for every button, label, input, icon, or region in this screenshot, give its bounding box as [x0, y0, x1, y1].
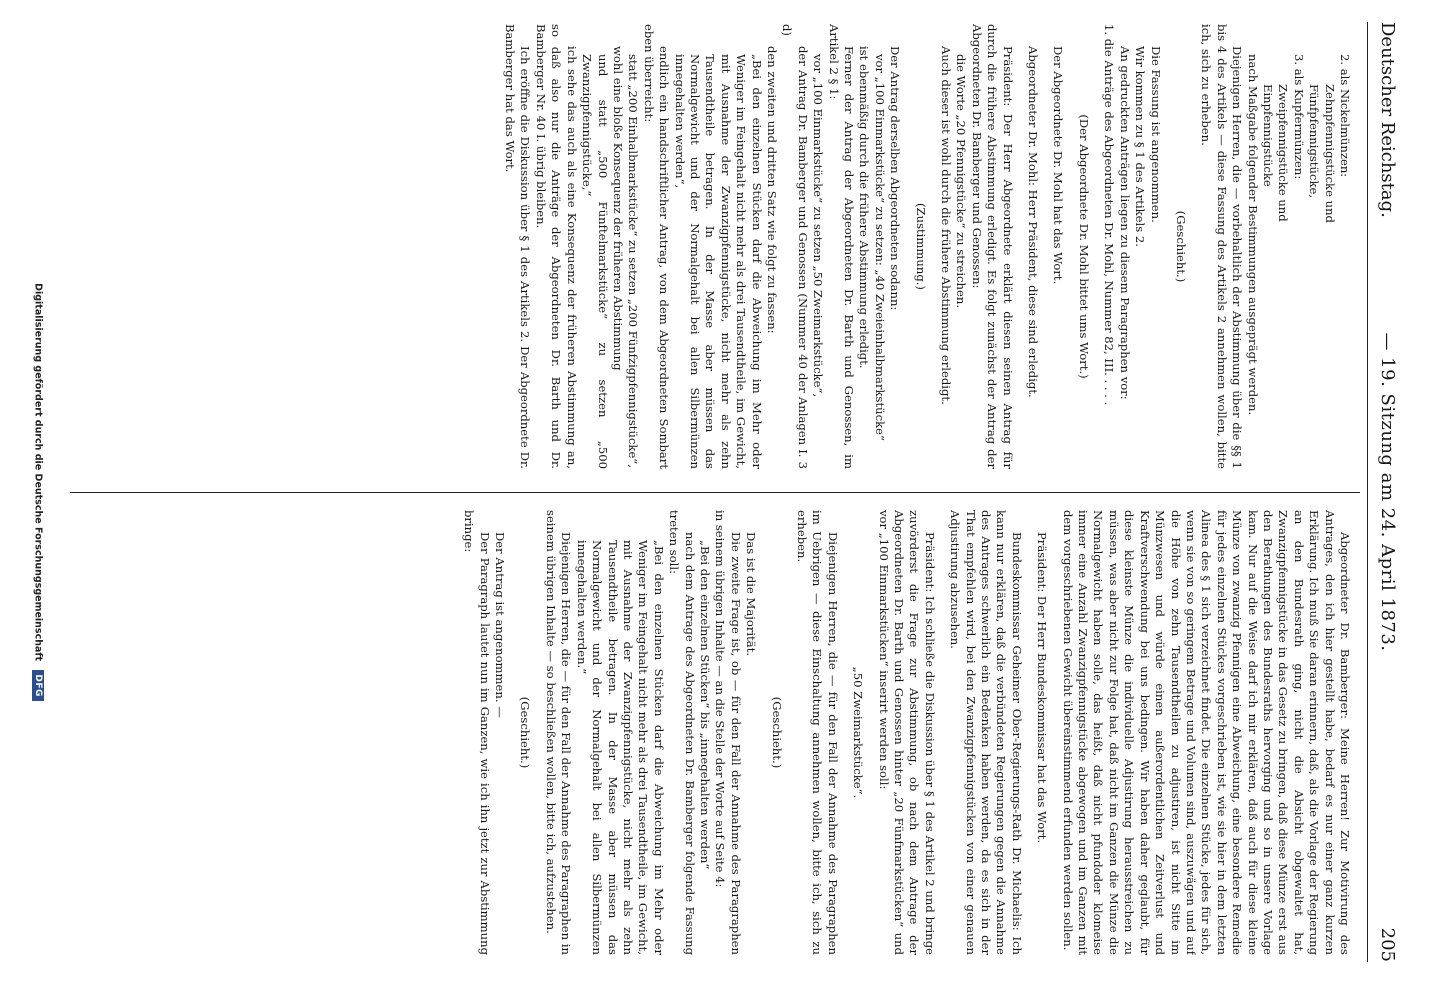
- right-column-paragraph: nach dem Antrage des Abgeordneten Dr. Bamberger folgende Fassung treten soll:: [667, 510, 697, 955]
- left-column-paragraph: Der Antrag derselben Abgeordneten sodann:: [888, 46, 903, 311]
- left-column-paragraph: wohl eine bloße Konsequenz der früheren Abstimmung: [610, 46, 625, 371]
- header-session-date: — 19. Sitzung am 24. April 1873.: [1377, 332, 1398, 652]
- right-column: [62, 510, 1352, 955]
- left-column-paragraph: 2. als Nickelmünzen:: [1338, 54, 1352, 178]
- right-column-paragraph: „Bei den einzelnen Stücken darf die Abweichung im Mehr oder Weniger im Feingehalt nicht mehr als drei Tausendtheile, im Gewicht, mit Ausnahme der Zwanzigpfennigstücke, nicht mehr als zehn Tausendtheile betragen. In der Masse aber müssen das Normalgewicht und der Normalgehalt bei allen Silbermünzen innegehalten werden.“: [574, 540, 666, 955]
- left-column-paragraph: (Zustimmung.): [913, 203, 928, 290]
- left-column-paragraph: und statt „500 Fünftelmarkstücke“ zu setzen „500 Zwanzigpfennigstücke,“: [580, 54, 610, 469]
- left-column-paragraph: ist ebenmäßig durch die frühere Abstimmung erledigt.: [857, 46, 872, 369]
- right-column-paragraph: (Geschieht.): [769, 696, 784, 769]
- column-divider: [70, 492, 1360, 493]
- left-column-paragraph: vor „100 Einmarkstücke“ zu setzen „50 Zweimarkstücke“,: [811, 54, 826, 398]
- left-column-paragraph: der Antrag Dr. Bamberger und Genossen (Nummer 40 der Anlagen I. 3 d): [780, 24, 810, 469]
- page-content: [64, 22, 1404, 962]
- left-column-paragraph: (Geschieht.): [1173, 210, 1188, 283]
- right-column-paragraph: Diejenigen Herren, die — für den Fall der Annahme des Paragraphen in seinem übrigen Inhalte — so beschließen wollen, bitte ich, aufzustehen.: [543, 510, 574, 955]
- left-column-paragraph: Zweipfennigstücke und: [1276, 84, 1291, 222]
- right-column-paragraph: Der Antrag ist angenommen. —: [493, 532, 508, 718]
- left-column: [62, 24, 1352, 469]
- left-column-paragraph: Fünfpfennigstücke,: [1307, 84, 1322, 199]
- left-column-paragraph: Einpfennigstücke: [1260, 84, 1275, 187]
- left-column-paragraph: ich sehe das auch als eine Konsequenz der früheren Abstimmung an, so daß also nur die Anträge der Abgeordneten Dr. Barth und Dr. Bamberger Nr. 40 I. übrig bleiben.: [533, 24, 579, 469]
- digitization-credit: [32, 22, 44, 962]
- page-header: [1368, 22, 1404, 962]
- left-column-paragraph: Ich eröffne die Diskussion über § 1 des Artikels 2. Der Abgeordnete Dr. Bamberger hat das Wort.: [503, 24, 533, 469]
- left-column-paragraph: statt „200 Einhalbmarkstücke“ zu setzen „200 Fünfzigpfennigstücke“,: [626, 54, 641, 468]
- page-number: 205: [1377, 927, 1398, 962]
- left-column-paragraph: Diejenigen Herren, die — vorbehaltlich der Abstimmung über die §§ 1 bis 4 des Artikels — diese Fassung des Artikels 2 annehmen wollen, bitte ich, sich zu erheben.: [1199, 24, 1245, 469]
- right-column-paragraph: Diejenigen Herren, die — für den Fall der Annahme des Paragraphen im Uebrigen — diese Einschaltung annehmen wollen, bitte ich, sich zu erheben.: [795, 510, 840, 955]
- left-column-paragraph: Die Fassung ist angenommen.: [1148, 46, 1163, 223]
- left-column-paragraph: 1. die Anträge des Abgeordneten Dr. Mohl, Nummer 82, III. . . . .: [1102, 24, 1117, 406]
- right-column-paragraph: „50 Zweimarkstücke“.: [851, 666, 866, 799]
- right-column-paragraph: (Geschieht.): [518, 696, 533, 769]
- left-column-paragraph: nach Maßgabe folgender Bestimmungen ausgeprägt werden.: [1245, 54, 1260, 416]
- right-column-paragraph: Der Paragraph lautet nun im Ganzen, wie ich ihn jetzt zur Abstimmung bringe:: [462, 510, 492, 955]
- right-column-paragraph: Die zweite Frage ist, ob — für den Fall der Annahme des Paragraphen in seinem übrigen Inhalte — an die Stelle der Worte auf Seite 4:: [713, 510, 743, 955]
- header-rule: [1367, 22, 1368, 962]
- header-publication: Deutscher Reichstag.: [1377, 22, 1398, 218]
- right-column-paragraph: Bundeskommissar Geheimer Ober-Regierungs-Rath Dr. Michaelis: Ich kann nur erklären, daß die verbündeten Regierungen gegen die Annahme des Antrages schwerlich ein Bedenken haben werden, da es sich in der That empfehlen wird, bei den Zwanzigpfennigstücken von einer genauen Adjustirung abzusehen.: [948, 510, 1024, 955]
- left-column-paragraph: endlich ein handschriftlicher Antrag, von dem Abgeordneten Sombart eben überreicht:: [641, 24, 672, 469]
- right-column-paragraph: Das ist die Majorität.: [744, 532, 759, 657]
- left-column-paragraph: die Worte „20 Pfennigstücke“ zu streichen.: [954, 54, 969, 309]
- right-column-paragraph: Präsident: Ich schließe die Diskussion über § 1 des Artikel 2 und bringe zuvörderst die Frage zur Abstimmung, ob nach dem Antrage der Abgeordneten Dr. Barth und Genossen hinter „20 Fünfmarkstücken“ und vor „100 Einmarkstücken“ inserirt werden soll:: [876, 510, 937, 955]
- left-column-paragraph: den zweiten und dritten Satz wie folgt zu fassen:: [765, 46, 779, 334]
- right-column-paragraph: „Bei den einzelnen Stücken“ bis „innegehalten werden“: [697, 540, 712, 870]
- digitization-credit-text: Digitalisierung gefördert durch die Deutsche Forschungsgemeinschaft: [32, 283, 44, 662]
- left-column-paragraph: (Der Abgeordnete Dr. Mohl bittet ums Wort.): [1076, 114, 1091, 379]
- left-column-paragraph: Wir kommen zu § 1 des Artikels 2.: [1133, 46, 1148, 247]
- left-column-paragraph: „Bei den einzelnen Stücken darf die Abweichung im Mehr oder Weniger im Feingehalt nicht mehr als drei Tausendtheile, im Gewicht, mit Ausnahme der Zwanzigpfennigstücke, nicht mehr als zehn Tausendtheile betragen. In der Masse aber müssen das Normalgewicht und der Normalgehalt bei allen Silbermünzen innegehalten werden“,: [672, 54, 764, 469]
- left-column-paragraph: Abgeordneter Dr. Mohl: Herr Präsident, diese sind erledigt.: [1026, 46, 1041, 398]
- left-column-paragraph: Zehnpfennigstücke und: [1322, 84, 1337, 223]
- right-column-paragraph: Abgeordneter Dr. Bamberger: Meine Herren! Zur Motivirung des Antrages, den ich hier gestellt habe, bedarf es nur einer ganz kurzen Erklärung. Ich muß Sie daran erinnern, daß, als die Vorlage der Regierung an den Bundesrath ging, nicht die Absicht obgewaltet hat, Zwanzigpfennigstücke in das Gesetz zu bringen, daß diese Münze erst aus den Berathungen des Bundesraths hervorging und so in unsere Vorlage kam. Nur auf die Weise darf ich mir erklären, daß auch für diese kleine Münze von zwanzig Pfennigen eine Abweichung, eine besondere Remedie für jedes einzelnen Stückes vorgeschrieben ist, wie sie hier in dem letzten Alinea des § 1 sich verzeichnet findet. Die einzelnen Stücke, jedes für sich, wenn sie von so geringem Betrage und Volumen sind, auszuwägen und auf die Höhe von zehn Tausendtheilen zu adjustiren, ist nicht Sitte im Münzwesen und würde einen außerordentlichen Zeitverlust und Kraftverschwendung bei uns bedingen. Wir haben daher geglaubt, für diese kleinste Münze die individuelle Adjustirung herausstreichen zu müssen, was aber nicht zur Folge hat, daß nicht im Ganzen die Münze die Normalgewicht haben solle, das heißt, daß nicht pfundoder klomeise immer eine Anzahl Zwanzigpfennigstücke abgewogen und im Ganzen mit dem vorgeschriebenen Gewicht übereinstimmend erfunden werden sollen.: [1060, 510, 1352, 955]
- left-column-paragraph: Auch dieser ist wohl durch die frühere Abstimmung erledigt.: [939, 46, 954, 405]
- dfg-logo: DFG: [32, 670, 44, 701]
- left-column-paragraph: Der Abgeordnete Dr. Mohl hat das Wort.: [1051, 46, 1066, 285]
- left-column-paragraph: vor „100 Einmarkstücke“ zu setzen: „40 Zweieinhalbmarkstücke“: [872, 54, 887, 441]
- left-column-paragraph: Präsident: Der Herr Abgeordnete erklärt diesen seinen Antrag für durch die frühere Abstimmung erledigt. Es folgt zunächst der Antrag der Abgeordneten Dr. Bamberger und Genossen:: [969, 24, 1015, 469]
- left-column-paragraph: An gedruckten Anträgen liegen zu diesem Paragraphen vor:: [1117, 46, 1132, 400]
- left-column-paragraph: 3. als Kupfermünzen:: [1291, 54, 1306, 180]
- left-column-paragraph: Ferner der Antrag der Abgeordneten Dr. Barth und Genossen, im Artikel 2 § 1:: [826, 24, 857, 469]
- right-column-paragraph: Präsident: Der Herr Bundeskommissar hat das Wort.: [1035, 532, 1050, 844]
